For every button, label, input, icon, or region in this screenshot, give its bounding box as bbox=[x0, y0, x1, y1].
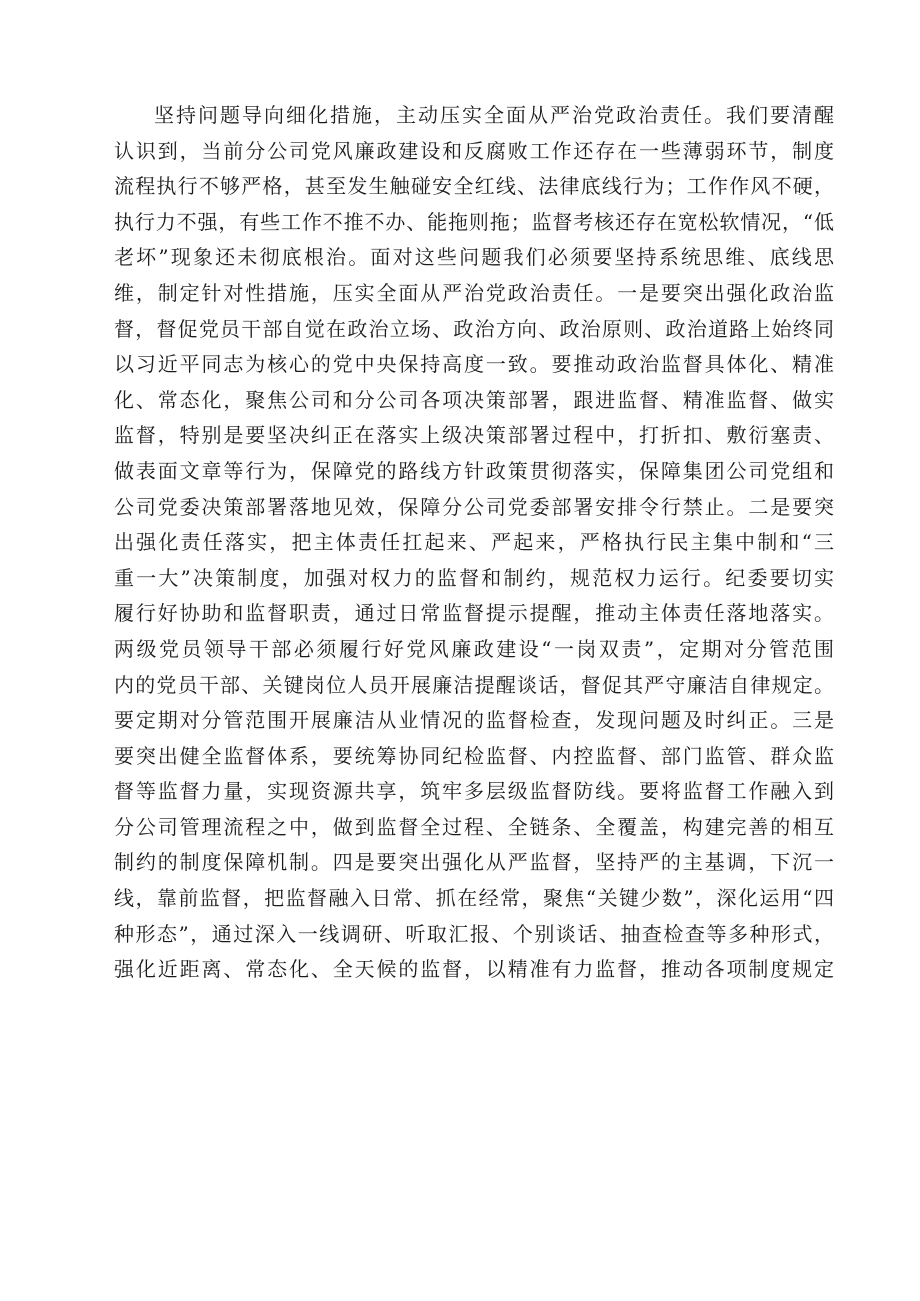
paragraph-line: 坚持问题导向细化措施，主动压实全面从严治党政治责任。我们要清醒 bbox=[154, 103, 834, 127]
paragraph-line: 流程执行不够严格，甚至发生触碰安全红线、法律底线行为；工作作风不硬， bbox=[114, 174, 834, 199]
paragraph-line: 两级党员领导干部必须履行好党风廉政建设“一岗双责”，定期对分管范围 bbox=[114, 636, 834, 661]
paragraph-line: 要定期对分管范围开展廉洁从业情况的监督检查，发现问题及时纠正。三是 bbox=[114, 708, 834, 733]
paragraph-line: 做表面文章等行为，保障党的路线方针政策贯彻落实，保障集团公司党组和 bbox=[114, 458, 834, 483]
paragraph-line: 老坏”现象还未彻底根治。面对这些问题我们必须要坚持系统思维、底线思 bbox=[114, 245, 834, 270]
paragraph-line: 要突出健全监督体系，要统筹协同纪检监督、内控监督、部门监管、群众监 bbox=[114, 743, 834, 768]
paragraph-line: 认识到，当前分公司党风廉政建设和反腐败工作还存在一些薄弱环节，制度 bbox=[114, 138, 834, 163]
body-paragraph bbox=[114, 98, 834, 988]
paragraph-line: 督，督促党员干部自觉在政治立场、政治方向、政治原则、政治道路上始终同 bbox=[114, 316, 834, 341]
paragraph-line: 线，靠前监督，把监督融入日常、抓在经常，聚焦“关键少数”，深化运用“四 bbox=[114, 886, 834, 911]
paragraph-line: 督等监督力量，实现资源共享，筑牢多层级监督防线。要将监督工作融入到 bbox=[114, 779, 834, 804]
paragraph-line: 种形态”，通过深入一线调研、听取汇报、个别谈话、抽查检查等多种形式， bbox=[114, 921, 834, 946]
paragraph-line: 重一大”决策制度，加强对权力的监督和制约，规范权力运行。纪委要切实 bbox=[114, 565, 834, 590]
paragraph-line: 分公司管理流程之中，做到监督全过程、全链条、全覆盖，构建完善的相互 bbox=[114, 814, 834, 839]
paragraph-line: 以习近平同志为核心的党中央保持高度一致。要推动政治监督具体化、精准 bbox=[114, 352, 834, 377]
paragraph-line: 制约的制度保障机制。四是要突出强化从严监督，坚持严的主基调，下沉一 bbox=[114, 850, 834, 875]
paragraph-line: 内的党员干部、关键岗位人员开展廉洁提醒谈话，督促其严守廉洁自律规定。 bbox=[114, 672, 834, 697]
paragraph-line: 强化近距离、常态化、全天候的监督，以精准有力监督，推动各项制度规定 bbox=[114, 957, 834, 982]
paragraph-line: 出强化责任落实，把主体责任扛起来、严起来，严格执行民主集中制和“三 bbox=[114, 530, 834, 555]
paragraph-line: 履行好协助和监督职责，通过日常监督提示提醒，推动主体责任落地落实。 bbox=[114, 601, 834, 626]
paragraph-line: 公司党委决策部署落地见效，保障分公司党委部署安排令行禁止。二是要突 bbox=[114, 494, 834, 519]
paragraph-line: 化、常态化，聚焦公司和分公司各项决策部署，跟进监督、精准监督、做实 bbox=[114, 387, 834, 412]
paragraph-line: 执行力不强，有些工作不推不办、能拖则拖；监督考核还存在宽松软情况，“低 bbox=[114, 209, 834, 234]
paragraph-line: 监督，特别是要坚决纠正在落实上级决策部署过程中，打折扣、敷衍塞责、 bbox=[114, 423, 834, 448]
paragraph-line: 维，制定针对性措施，压实全面从严治党政治责任。一是要突出强化政治监 bbox=[114, 280, 834, 305]
